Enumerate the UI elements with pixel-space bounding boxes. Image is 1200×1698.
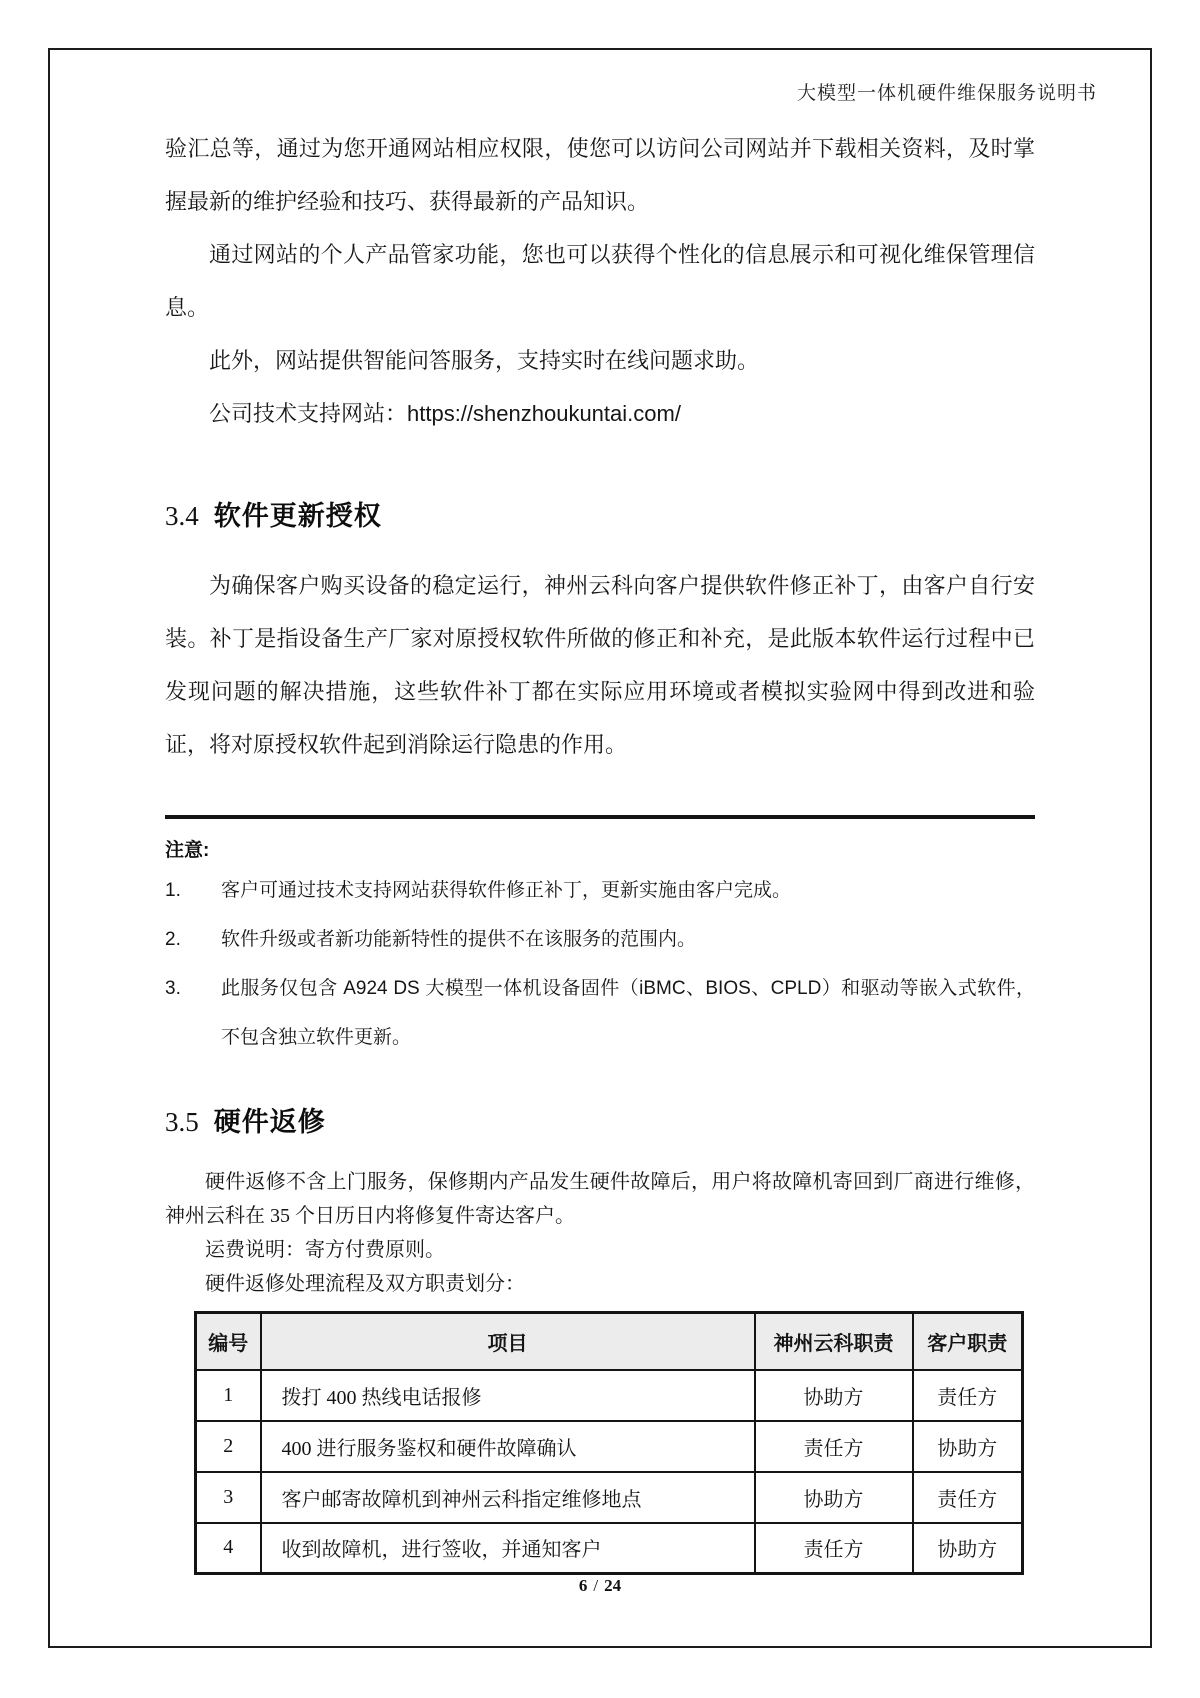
note-item	[165, 866, 1035, 915]
footer-total-pages: 24	[604, 1576, 622, 1595]
cell-vendor-duty: 协助方	[755, 1472, 913, 1523]
note-item-number: 3.	[165, 978, 181, 999]
hardware-return-paragraph: 硬件返修不含上门服务，保修期内产品发生硬件故障后，用户将故障机寄回到厂商进行维修，神州云科在 35 个日历日内将修复件寄达客户。	[165, 1171, 1035, 1227]
note-item-number: 1.	[165, 880, 181, 901]
cell-number: 1	[196, 1370, 261, 1421]
intro-paragraph-qa-service: 此外，网站提供智能问答服务，支持实时在线问题求助。	[209, 348, 760, 373]
note-item-number: 2.	[165, 929, 181, 950]
table-row	[196, 1370, 1023, 1421]
section-3-5-number: 3.5	[165, 1107, 199, 1137]
cell-customer-duty: 协助方	[913, 1523, 1023, 1574]
note-list	[165, 866, 1035, 1062]
cell-item: 客户邮寄故障机到神州云科指定维修地点	[261, 1472, 755, 1523]
cell-customer-duty: 责任方	[913, 1472, 1023, 1523]
intro-paragraph-product-manager: 通过网站的个人产品管家功能，您也可以获得个性化的信息展示和可视化维保管理信息。	[165, 242, 1035, 320]
cell-vendor-duty: 责任方	[755, 1523, 913, 1574]
intro-paragraph-continuation: 验汇总等，通过为您开通网站相应权限，使您可以访问公司网站并下载相关资料，及时掌握最新的维护经验和技巧、获得最新的产品知识。	[165, 136, 1035, 214]
section-3-5-title: 硬件返修	[213, 1107, 326, 1137]
cell-number: 3	[196, 1472, 261, 1523]
page-footer	[50, 1576, 1150, 1596]
cell-item: 拨打 400 热线电话报修	[261, 1370, 755, 1421]
section-3-4-title: 软件更新授权	[213, 501, 382, 531]
header-cell-number: 编号	[196, 1313, 261, 1370]
cell-vendor-duty: 协助方	[755, 1370, 913, 1421]
intro-section	[165, 122, 1035, 440]
note-item	[165, 964, 1035, 1062]
note-label: 注意:	[165, 840, 210, 861]
page-content	[50, 50, 1150, 1575]
section-3-5-heading	[165, 1100, 1035, 1139]
header-cell-item: 项目	[261, 1313, 755, 1370]
cell-item: 收到故障机，进行签收，并通知客户	[261, 1523, 755, 1574]
table-lead-in: 硬件返修处理流程及双方职责划分：	[205, 1273, 525, 1295]
table-row	[196, 1472, 1023, 1523]
cell-number: 4	[196, 1523, 261, 1574]
table-row	[196, 1523, 1023, 1574]
section-3-4-number: 3.4	[165, 501, 199, 531]
footer-separator: /	[593, 1576, 599, 1595]
shipping-fee-note: 运费说明：寄方付费原则。	[205, 1239, 445, 1261]
cell-customer-duty: 协助方	[913, 1421, 1023, 1472]
note-divider-rule	[165, 815, 1035, 819]
page-border-frame	[48, 48, 1152, 1648]
section-3-4-heading	[165, 494, 1035, 533]
note-item-text: 此服务仅包含 A924 DS 大模型一体机设备固件（iBMC、BIOS、CPLD）和驱动等嵌入式软件，不包含独立软件更新。	[221, 978, 1035, 1048]
cell-number: 2	[196, 1421, 261, 1472]
footer-page-number: 6	[578, 1576, 588, 1595]
cell-customer-duty: 责任方	[913, 1370, 1023, 1421]
document-header-title: 大模型一体机硬件维保服务说明书	[796, 83, 1097, 104]
note-item	[165, 915, 1035, 964]
header-cell-customer-duty: 客户职责	[913, 1313, 1023, 1370]
note-item-text: 软件升级或者新功能新特性的提供不在该服务的范围内。	[221, 929, 697, 950]
cell-item: 400 进行服务鉴权和硬件故障确认	[261, 1421, 755, 1472]
note-item-text: 客户可通过技术支持网站获得软件修正补丁，更新实施由客户完成。	[221, 880, 792, 901]
section-3-4-body: 为确保客户购买设备的稳定运行，神州云科向客户提供软件修正补丁，由客户自行安装。补丁是指设备生产厂家对原授权软件所做的修正和补充，是此版本软件运行过程中已发现问题的解决措施，这些软件补丁都在实际应用环境或者模拟实验网中得到改进和验证，将对原授权软件起到消除运行隐患的作用。	[165, 573, 1035, 757]
header-cell-vendor-duty: 神州云科职责	[755, 1313, 913, 1370]
table-row	[196, 1421, 1023, 1472]
responsibility-table	[194, 1311, 1024, 1575]
table-header-row	[196, 1313, 1023, 1370]
cell-vendor-duty: 责任方	[755, 1421, 913, 1472]
support-website-line: 公司技术支持网站：https://shenzhoukuntai.com/	[209, 401, 681, 426]
